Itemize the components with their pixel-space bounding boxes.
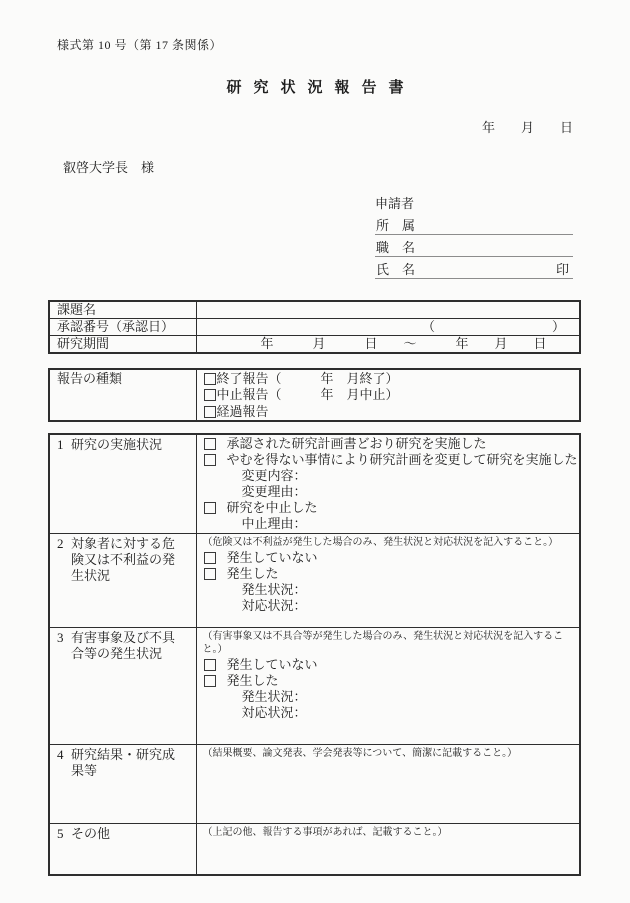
section-content[interactable] (196, 824, 580, 876)
checkbox-icon[interactable] (204, 552, 216, 564)
fill-in-line[interactable]: 発生状況： (241, 582, 307, 597)
row-value-approval[interactable]: （ ） (196, 319, 580, 336)
fill-in-line[interactable]: 対応状況： (241, 705, 307, 720)
option-label: 発生していない (226, 657, 318, 672)
checkbox-icon[interactable] (204, 568, 216, 580)
table-row (49, 369, 580, 421)
section-row-results (49, 745, 580, 824)
applicant-field-name[interactable] (375, 257, 573, 279)
section-number: 2 (57, 536, 64, 551)
overview-table (48, 300, 581, 354)
row-label: 承認番号（承認日） (49, 319, 196, 336)
section-content (196, 628, 580, 745)
section-title: 研究結果・研究成果等 (71, 747, 176, 778)
section-row-implementation (49, 434, 580, 534)
checkbox-icon[interactable] (204, 659, 216, 671)
checkbox-option (203, 452, 576, 468)
checkbox-option (203, 673, 576, 689)
table-row (49, 319, 580, 336)
checkbox-icon[interactable] (204, 389, 216, 401)
section-number: 5 (57, 826, 64, 841)
fill-in-line[interactable]: 対応状況： (241, 598, 307, 613)
seal-mark: 印 (555, 262, 569, 277)
section-label (49, 434, 196, 534)
checkbox-option (204, 404, 574, 420)
page-title: 研究状況報告書 (226, 80, 416, 96)
section-label (49, 745, 196, 824)
section-note: （結果概要、論文発表、学会発表等について、簡潔に記載すること。） (202, 748, 518, 759)
checkbox-icon[interactable] (204, 454, 216, 466)
form-number: 様式第 10 号（第 17 条関係） (57, 38, 223, 52)
date-line: 年 月 日 (481, 120, 573, 135)
section-number: 1 (57, 437, 64, 452)
checkbox-icon[interactable] (204, 502, 216, 514)
checkbox-option (203, 657, 576, 673)
checkbox-option (203, 566, 576, 582)
field-label: 氏 名 (376, 262, 416, 277)
option-label: 承認された研究計画書どおり研究を実施した (226, 436, 487, 451)
section-note: （危険又は不利益が発生した場合のみ、発生状況と対応状況を記入すること。） (202, 537, 559, 548)
checkbox-option (204, 371, 574, 387)
option-label: 終了報告（ 年 月終了） (216, 371, 399, 386)
addressee: 叡啓大学長 様 (63, 160, 155, 175)
checkbox-icon[interactable] (204, 406, 216, 418)
section-title: 研究の実施状況 (71, 437, 163, 452)
option-label: 研究を中止した (226, 500, 318, 515)
section-label (49, 534, 196, 628)
checkbox-option (203, 500, 576, 516)
option-label: 発生した (226, 673, 279, 688)
checkbox-icon[interactable] (204, 438, 216, 450)
section-content[interactable] (196, 745, 580, 824)
applicant-block (375, 196, 573, 279)
table-row (49, 336, 580, 354)
checkbox-icon[interactable] (204, 675, 216, 687)
section-title: 対象者に対する危険又は不利益の発生状況 (71, 536, 176, 583)
table-row (49, 301, 580, 319)
section-row-risk (49, 534, 580, 628)
section-label (49, 824, 196, 876)
checkbox-option (203, 550, 576, 566)
report-type-table (48, 368, 581, 422)
fill-in-line[interactable]: 中止理由： (241, 516, 307, 531)
row-value-period[interactable]: 年 月 日 ～ 年 月 日 (196, 336, 580, 354)
option-label: 発生していない (226, 550, 318, 565)
section-row-adverse-events (49, 628, 580, 745)
status-table (48, 433, 581, 876)
fill-in-line[interactable]: 変更内容： (241, 468, 307, 483)
row-label: 報告の種類 (49, 369, 196, 421)
option-label: 発生した (226, 566, 279, 581)
applicant-heading: 申請者 (375, 196, 415, 211)
section-note: （上記の他、報告する事項があれば、記載すること。） (202, 827, 448, 838)
section-content (196, 534, 580, 628)
row-label: 課題名 (49, 301, 196, 319)
applicant-field-position[interactable] (375, 235, 573, 257)
row-value-title[interactable] (196, 301, 580, 319)
section-label (49, 628, 196, 745)
section-content (196, 434, 580, 534)
report-type-options (196, 369, 580, 421)
row-label: 研究期間 (49, 336, 196, 354)
field-label: 職 名 (376, 240, 416, 255)
section-number: 3 (57, 630, 64, 645)
section-title: その他 (71, 826, 111, 841)
fill-in-line[interactable]: 変更理由： (241, 484, 307, 499)
fill-in-line[interactable]: 発生状況： (241, 689, 307, 704)
checkbox-option (203, 436, 576, 452)
section-row-other (49, 824, 580, 876)
checkbox-option (204, 387, 574, 403)
field-label: 所 属 (376, 218, 416, 233)
section-number: 4 (57, 747, 64, 762)
applicant-field-affiliation[interactable] (375, 213, 573, 235)
option-label: 経過報告 (216, 403, 269, 419)
section-note: （有害事象又は不具合等が発生した場合のみ、発生状況と対応状況を記入すること。） (202, 631, 564, 655)
section-title: 有害事象及び不具合等の発生状況 (71, 630, 176, 661)
checkbox-icon[interactable] (204, 373, 216, 385)
option-label: やむを得ない事情により研究計画を変更して研究を実施した (226, 452, 578, 467)
option-label: 中止報告（ 年 月中止） (216, 387, 399, 403)
